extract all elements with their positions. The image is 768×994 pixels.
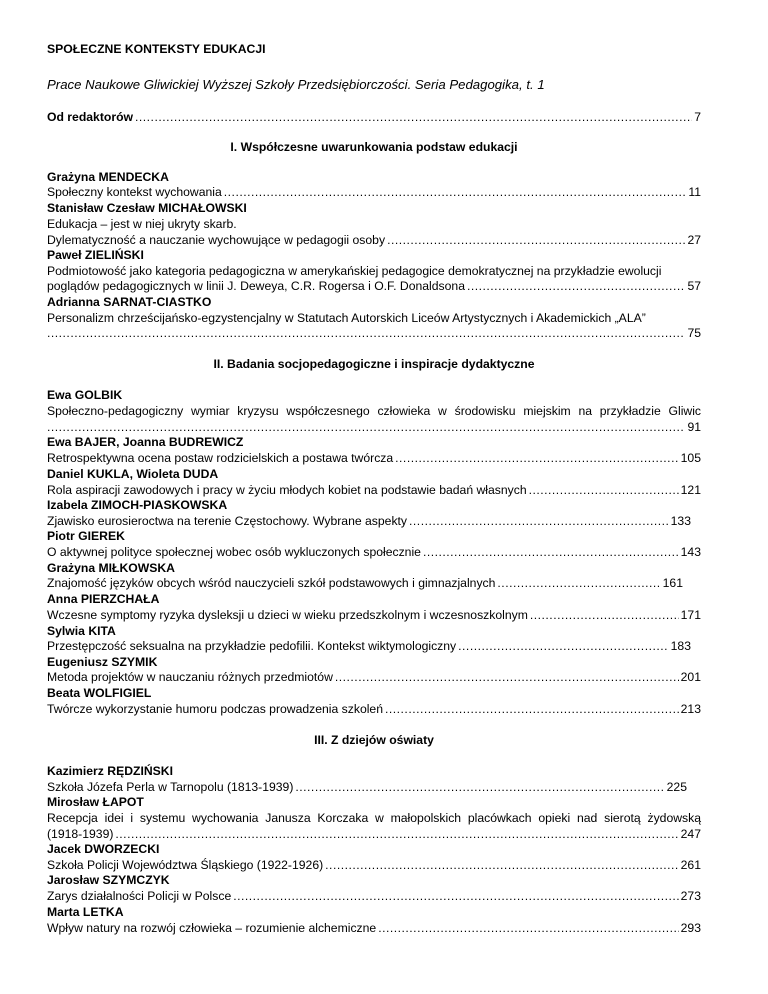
entry-author: Beata WOLFIGIEL: [47, 686, 152, 700]
entry-author: Paweł ZIELIŃSKI: [47, 248, 144, 262]
toc-entry: Wpływ natury na rozwój człowieka – rozumienie alchemiczne ..... 293: [47, 921, 701, 936]
toc-entry: Zarys działalności Policji w Polsce ..... 273: [47, 889, 701, 904]
page-title: SPOŁECZNE KONTEKSTY EDUKACJI: [47, 42, 266, 56]
entry-title-line: Edukacja – jest w niej ukryty skarb.: [47, 217, 237, 231]
toc-entry: (1918-1939) ..... 247: [47, 827, 701, 842]
toc-entry-intro: Od redaktorów ..... 7: [47, 110, 701, 125]
entry-author: Grażyna MIŁKOWSKA: [47, 561, 175, 575]
entry-title-line: Personalizm chrześcijańsko-egzystencjalny w Statutach Autorskich Liceów Artystycznych i Akademickich „ALA”: [47, 311, 646, 325]
toc-entry: Twórcze wykorzystanie humoru podczas prowadzenia szkoleń ..... 213: [47, 702, 701, 717]
entry-title-line: Podmiotowość jako kategoria pedagogiczna w amerykańskiej pedagogice demokratycznej na przykładzie ewolucji: [47, 264, 662, 278]
entry-author: Piotr GIEREK: [47, 529, 125, 543]
entry-author: Marta LETKA: [47, 905, 124, 919]
toc-entry: Społeczny kontekst wychowania ..... 11: [47, 185, 701, 200]
entry-author: Jarosław SZYMCZYK: [47, 873, 170, 887]
toc-entry: Retrospektywna ocena postaw rodzicielskich a postawa twórcza ..... 105: [47, 451, 701, 466]
entry-title-line: Społeczno-pedagogiczny wymiar kryzysu współczesnego człowieka w środowisku miejskim na przykładzie Gliwic: [47, 404, 701, 418]
entry-author: Stanisław Czesław MICHAŁOWSKI: [47, 201, 247, 215]
toc-entry: Rola aspiracji zawodowych i pracy w życiu młodych kobiet na podstawie badań własnych ..... 121: [47, 483, 701, 498]
entry-author: Adrianna SARNAT-CIASTKO: [47, 295, 212, 309]
section-heading-2: II. Badania socjopedagogiczne i inspiracje dydaktyczne: [213, 357, 535, 371]
entry-author: Daniel KUKLA, Wioleta DUDA: [47, 467, 219, 481]
toc-entry: Wczesne symptomy ryzyka dysleksji u dzieci w wieku przedszkolnym i wczesnoszkolnym ..... 171: [47, 608, 701, 623]
section-heading-3: III. Z dziejów oświaty: [314, 733, 434, 747]
entry-author: Ewa GOLBIK: [47, 388, 123, 402]
page-subtitle: Prace Naukowe Gliwickiej Wyższej Szkoły Przedsiębiorczości. Seria Pedagogika, t. 1: [47, 77, 545, 92]
toc-entry: poglądów pedagogicznych w linii J. Deweya, C.R. Rogersa i O.F. Donaldsona ..... 57: [47, 279, 701, 294]
entry-author: Izabela ZIMOCH-PIASKOWSKA: [47, 498, 228, 512]
entry-author: Mirosław ŁAPOT: [47, 795, 144, 809]
toc-entry: Szkoła Policji Województwa Śląskiego (1922-1926) ..... 261: [47, 858, 701, 873]
entry-author: Anna PIERZCHAŁA: [47, 592, 160, 606]
toc-entry: Znajomość języków obcych wśród nauczycieli szkół podstawowych i gimnazjalnych ..... 161: [47, 576, 683, 591]
toc-entry: Dylematyczność a nauczanie wychowujące w pedagogii osoby ..... 27: [47, 233, 701, 248]
entry-author: Grażyna MENDECKA: [47, 170, 169, 184]
toc-entry: Metoda projektów w nauczaniu różnych przedmiotów ..... 201: [47, 670, 701, 685]
toc-entry: ..... 75: [47, 326, 701, 341]
entry-author: Ewa BAJER, Joanna BUDREWICZ: [47, 435, 244, 449]
entry-author: Sylwia KITA: [47, 624, 116, 638]
entry-author: Eugeniusz SZYMIK: [47, 655, 158, 669]
entry-author: Jacek DWORZECKI: [47, 842, 160, 856]
toc-entry: Zjawisko eurosieroctwa na terenie Częstochowy. Wybrane aspekty ..... 133: [47, 514, 691, 529]
toc-entry: O aktywnej polityce społecznej wobec osób wykluczonych społecznie ..... 143: [47, 545, 701, 560]
toc-entry: Przestępczość seksualna na przykładzie pedofilii. Kontekst wiktymologiczny ..... 183: [47, 639, 691, 654]
section-heading-1: I. Współczesne uwarunkowania podstaw edukacji: [230, 140, 518, 154]
toc-entry: Szkoła Józefa Perla w Tarnopolu (1813-1939) ..... 225: [47, 780, 687, 795]
toc-entry: ..... 91: [47, 420, 701, 435]
entry-author: Kazimierz RĘDZIŃSKI: [47, 764, 173, 778]
entry-title-line: Recepcja idei i systemu wychowania Janusza Korczaka w małopolskich placówkach opieki nad sierotą żydowską: [47, 811, 701, 825]
